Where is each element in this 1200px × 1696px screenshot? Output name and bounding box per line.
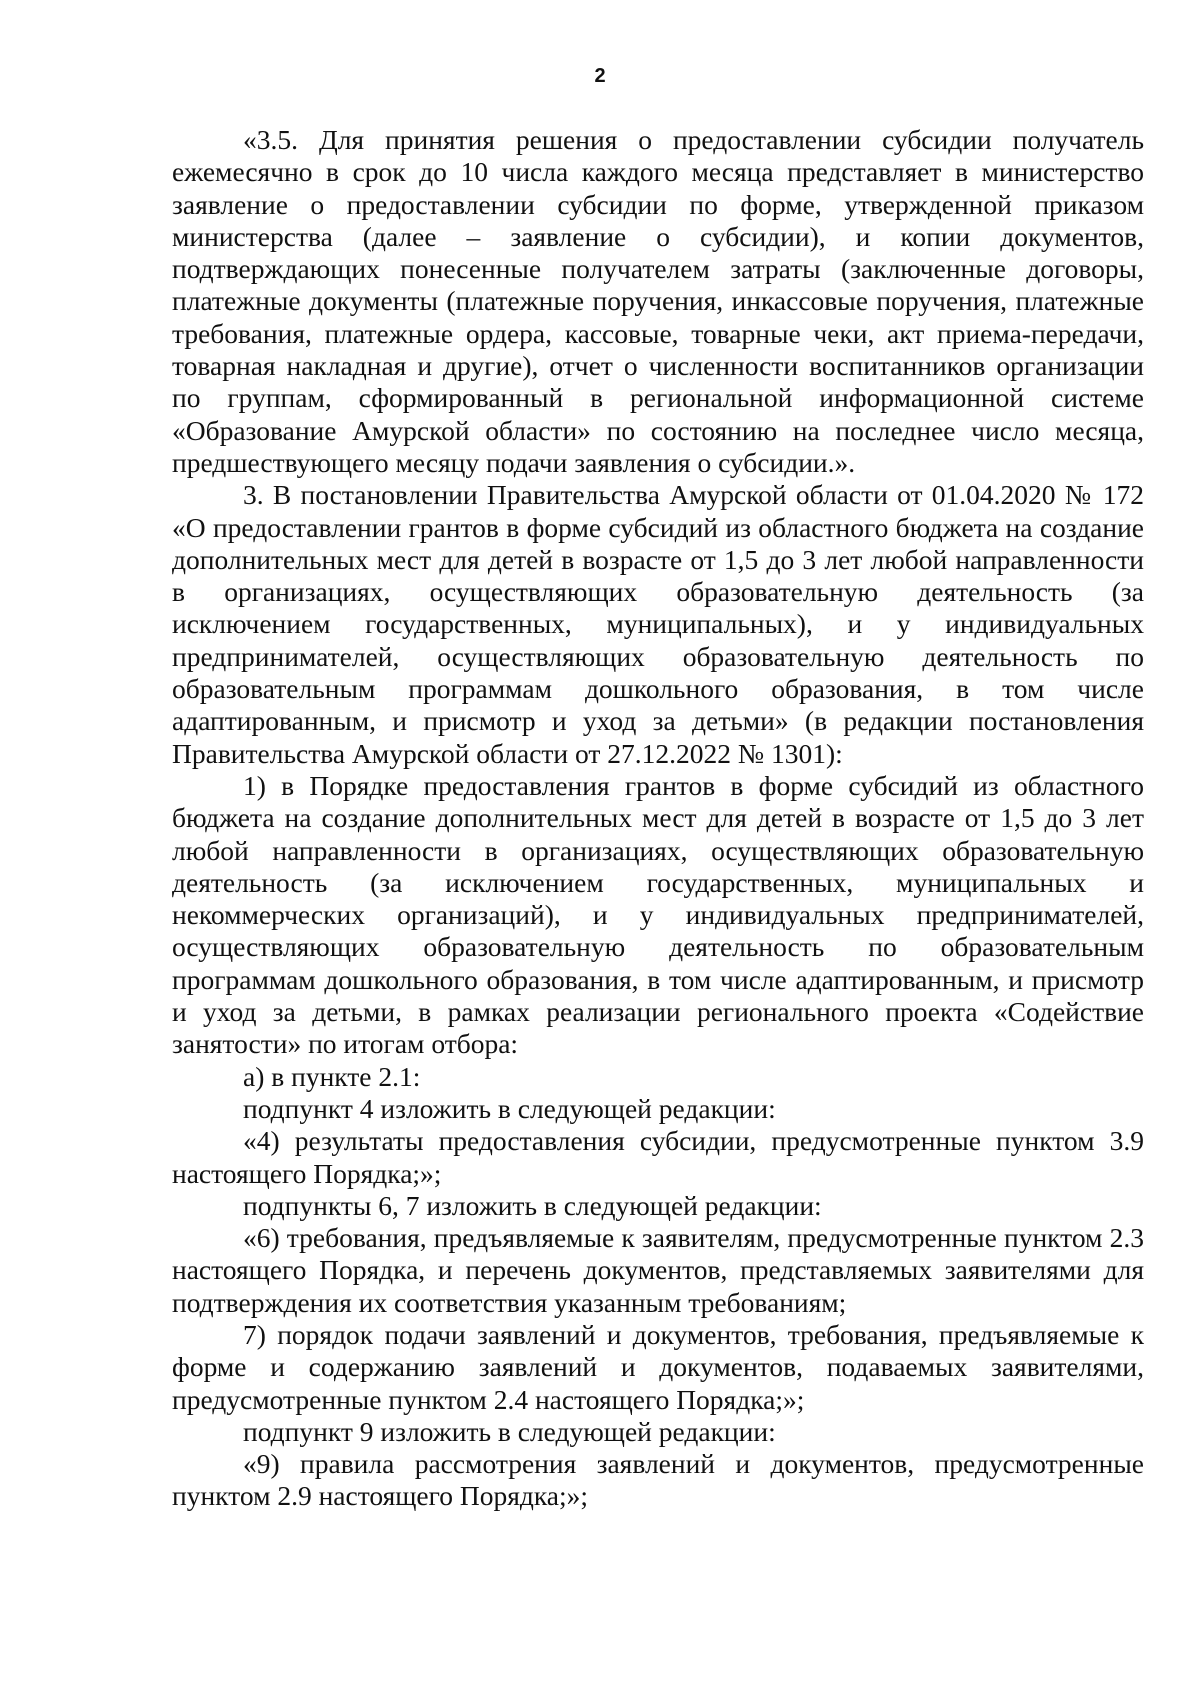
paragraph-subpoint-7-text: 7) порядок подачи заявлений и документов, требования, предъявляемые к форме и содержанию заявлений и документов, подаваемых заявителями, предусмотренные пунктом 2.4 настоящего Порядка;»; (172, 1318, 1144, 1415)
paragraph-subitem-1: 1) в Порядке предоставления грантов в форме субсидий из областного бюджета на создание дополнительных мест для детей в возрасте от 1,5 до 3 лет любой направленности в организациях, осуществляющих образовательную деятельность (за исключением государственных, муниципальных и некоммерческих организаций), и у индивидуальных предпринимателей, осуществляющих образовательную деятельность по образовательным программам дошкольного образования, в том числе адаптированным, и присмотр и уход за детьми, в рамках реализации регионального проекта «Содействие занятости» по итогам отбора: (172, 769, 1144, 1060)
paragraph-subpoints-6-7-intro: подпункты 6, 7 изложить в следующей редакции: (243, 1189, 822, 1221)
paragraph-subpoint-4-intro: подпункт 4 изложить в следующей редакции: (243, 1092, 776, 1124)
page-number: 2 (594, 65, 606, 87)
paragraph-subitem-a: а) в пункте 2.1: (243, 1060, 421, 1092)
paragraph-subpoint-9-intro: подпункт 9 изложить в следующей редакции: (243, 1415, 776, 1447)
paragraph-subpoint-4-text: «4) результаты предоставления субсидии, предусмотренные пунктом 3.9 настоящего Порядка;»; (172, 1125, 1144, 1189)
paragraph-3-5: «3.5. Для принятия решения о предоставлении субсидии получатель ежемесячно в срок до 10 числа каждого месяца представляет в министерство заявление о предоставлении субсидии по форме, утвержденной приказом министерства (далее – заявление о субсидии), и копии документов, подтверждающих понесенные получателем затраты (заключенные договоры, платежные документы (платежные поручения, инкассовые поручения, платежные требования, платежные ордера, кассовые, товарные чеки, акт приема-передачи, товарная накладная и другие), отчет о численности воспитанников организации по группам, сформированный в региональной информационной системе «Образование Амурской области» по состоянию на последнее число месяца, предшествующего месяцу подачи заявления о субсидии.». (172, 124, 1144, 478)
paragraph-item-3: 3. В постановлении Правительства Амурской области от 01.04.2020 № 172 «О предоставлении грантов в форме субсидий из областного бюджета на создание дополнительных мест для детей в возрасте от 1,5 до 3 лет любой направленности в организациях, осуществляющих образовательную деятельность (за исключением государственных, муниципальных), и у индивидуальных предпринимателей, осуществляющих образовательную деятельность по образовательным программам дошкольного образования, в том числе адаптированным, и присмотр и уход за детьми» (в редакции постановления Правительства Амурской области от 27.12.2022 № 1301): (172, 479, 1144, 769)
paragraph-subpoint-9-text: «9) правила рассмотрения заявлений и документов, предусмотренные пунктом 2.9 настоящего Порядка;»; (172, 1448, 1144, 1512)
paragraph-subpoint-6-text: «6) требования, предъявляемые к заявителям, предусмотренные пунктом 2.3 настоящего Порядка, и перечень документов, представляемых заявителями для подтверждения их соответствия указанным требованиям; (172, 1222, 1144, 1318)
document-body (172, 124, 1144, 1513)
